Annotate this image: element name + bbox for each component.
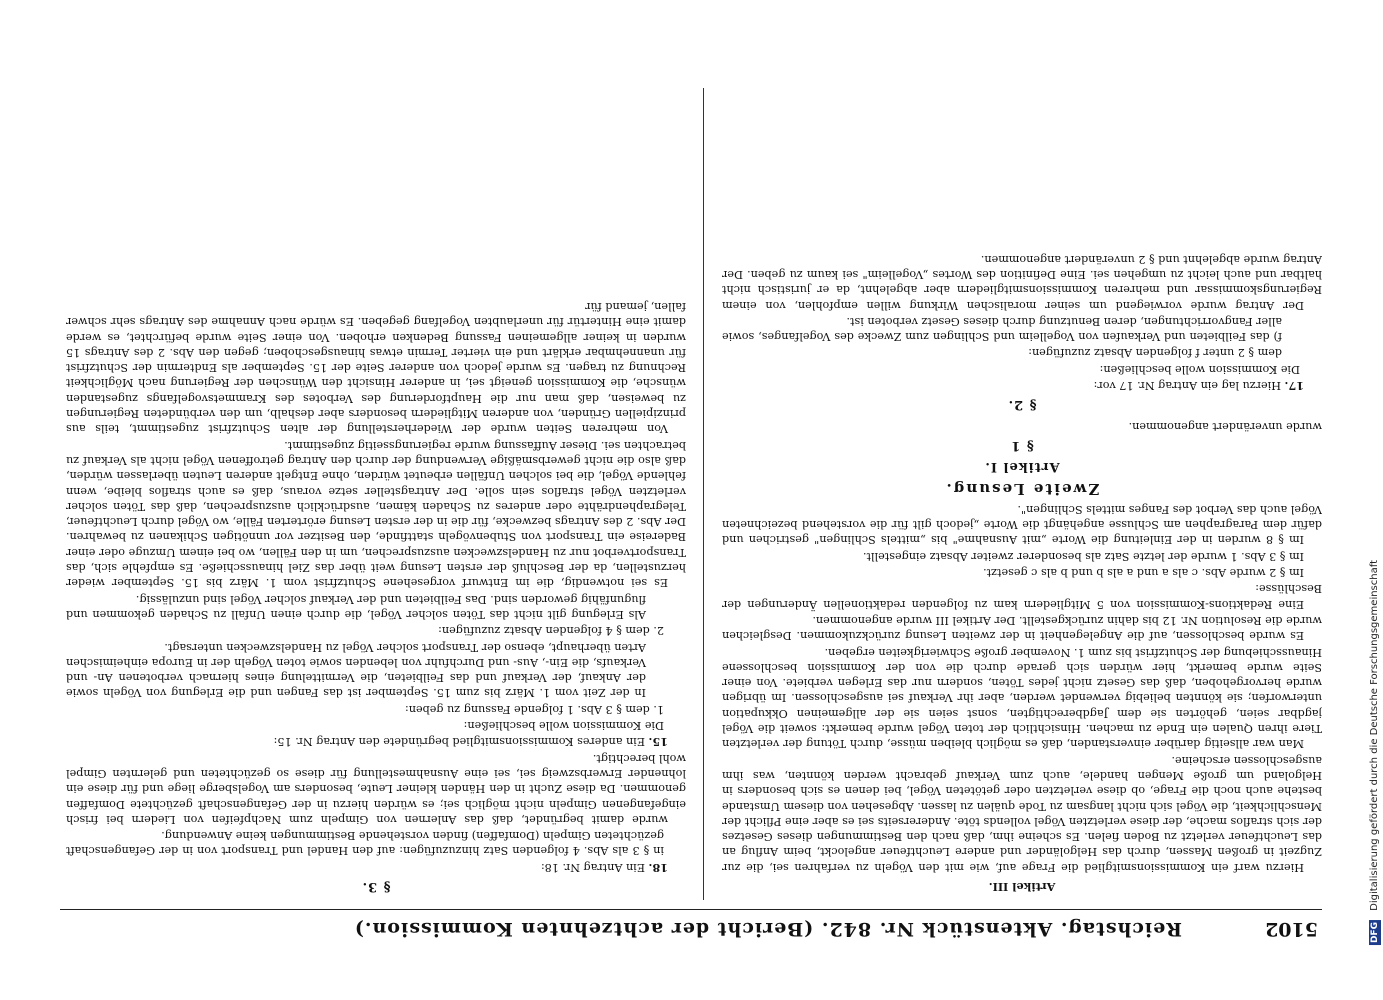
body-paragraph: Der Antrag wurde vorwiegend um seiner moralischen Wirkung willen empfohlen, von einem Regierungskommissar und mehreren Kommissionsmitgliedern aber abgelehnt, da er juristisch nicht haltbar und auch leicht zu umgehen sei. Eine Definition des Wortes „Vogelleim" sei kaum zu geben. Der Antrag wurde abgelehnt und § 2 unverändert angenommen. (722, 252, 1322, 312)
body-paragraph: Hierzu warf ein Kommissionsmitglied die Frage auf, wie mit den Vögeln zu verfahren sei, die zur Zugzeit in großen Massen, durch das Helgoländer und andere Leuchtfeuer angelockt, beim Anflug an das Leuchtfeuer verletzt zu Boden fielen. Es scheine ihm, daß nach den Bestimmungen dieses Gesetzes der sich straflos mache, der diese verletzten Vögel vollends töte. Andererseits sei es aber eine Pflicht der Menschlichkeit, die Vögel sich nicht langsam zu Tode quälen zu lassen. Abgesehen von diesem Umstande bestehe auch noch die Frage, ob diese verletzten oder getöteten Vögel, bei denen es sich besonders in Helgoland um große Mengen handele, auch zum Verkauf gebracht werden könnten, was ihm ausgeschlossen erscheine. (722, 753, 1322, 874)
section-heading: Artikel III. (988, 880, 1056, 894)
motion-subitem: dem § 2 unter f folgenden Absatz zuzufügen: (1028, 346, 1282, 360)
motion-subitem: In der Zeit vom 1. März bis zum 15. September ist das Fangen und die Erlegung von Vögeln sowie der Ankauf, der Verkauf und das Feilbieten, die Vermittelung eines hiernach verbotenen An- und Verkaufs, die Ein-, Aus- und Durchfuhr von lebenden sowie toten Vögeln der in Europa einheimischen Arten überhaupt, ebenso der Transport solcher Vögel zu Handelszwecken untersagt. (66, 640, 646, 700)
motion-item: 2. dem § 4 folgenden Absatz zuzufügen: (438, 624, 664, 638)
running-title: Reichstag. Aktenstück Nr. 842. (Bericht der achtzehnten Kommission.) (353, 918, 1182, 940)
paragraph-heading: § 2. (1007, 397, 1037, 413)
body-paragraph: Im § 3 Abs. 1 wurde der letzte Satz als besonderer zweiter Absatz eingestellt. (862, 549, 1304, 563)
body-paragraph: Es sei notwendig, die im Entwurf vorgesehene Schutzfrist vom 1. März bis 15. September wieder herzustellen, da der Beschluß der ersten Lesung weit über das Ziel hinausschieße. Es empfehle sich, das Transportverbot nur zu Handelszwecken auszusprechen, um in den Fällen, wo bei einem Umzuge oder einer Badereise ein Transport von Stubenvögeln stattfinde, den Besitzer vor unnötigen Schikanen zu bewahren. Der Abs. 2 des Antrags bezwecke, für die in der ersten Lesung erörterten Fälle, wo Vögel durch Leuchtfeuer, Telegraphendrähte oder anderes zu Schaden kämen, ausdrücklich auszusprechen, daß das Töten solcher verletzten Vögel straflos sein solle. Der Antragsteller setze voraus, daß es auch straflos bleibe, wenn fehlende Vögel, die bei solchen Unfällen erbeutet würden, ohne Entgelt anderen Leuten überlassen würden, daß also die nicht gewerbsmäßige Verwendung der durch den Antrag getroffenen Vögel nicht als Verkauf zu betrachten sei. Dieser Auffassung wurde regierungsseitig zugestimmt. (66, 438, 686, 590)
body-paragraph: wurde damit begründet, daß das Anlernen von Gimpeln zum Nachpfeifen von Liedern bei frisch eingefangenen Gimpeln nicht möglich sei; es würden hierzu in der Gefangenschaft gezüchtete Domfaffen genommen. Da diese Zucht in den Händen kleiner Leute, besonders am Vogelsberge liege und für diese ein lohnender Erwerbszweig sei, sei eine Ausnahmestellung für diese so gezüchteten und gelernten Gimpel wohl berechtigt. (66, 751, 686, 826)
motion-item: 1. dem § 3 Abs. 1 folgende Fassung zu geben: (404, 702, 664, 716)
dfg-logo: DFG (1370, 922, 1380, 944)
running-header (60, 909, 1322, 946)
body-paragraph: Eine Redaktions-Kommission von 5 Mitgliedern kam zu folgenden redaktionellen Änderungen der Beschlüsse: (722, 582, 1322, 611)
page-number: 5102 (1265, 918, 1318, 940)
motion-item: in § 3 als Abs. 4 folgenden Satz hinzuzufügen: auf den Handel und Transport von in der Gefangenschaft gezüchteten Gimpeln (Domfaffen) finden vorstehende Bestimmungen keine Anwendung. (66, 829, 664, 858)
numbered-motion (66, 859, 686, 874)
motion-item: Die Kommission wolle beschließen: (463, 719, 664, 733)
paragraph-heading: § 1 (1010, 437, 1034, 453)
body-paragraph: Im § 8 wurden in der Einleitung die Worte „mit Ausnahme" bis „mittels Schlingen" gestrichen und dafür dem Paragraphen am Schlusse angehängt die Worte „jedoch gilt für die vorstehend bezeichneten Vögel auch das Verbot des Fanges mittels Schlingen". (722, 502, 1322, 547)
motion-number: 17. (1284, 379, 1304, 394)
motion-number: 18. (648, 860, 668, 875)
numbered-motion (722, 378, 1322, 393)
body-paragraph: Es wurde beschlossen, auf die Angelegenheit in der zweiten Lesung zurückzukommen. Desgleichen wurde die Resolution Nr. 12 bis dahin zurückgestellt. Der Artikel III wurde angenommen. (722, 613, 1322, 643)
reading-heading: Zweite Lesung. (944, 479, 1100, 498)
paragraph-heading: Artikel I. (984, 459, 1060, 475)
text-line: wurde unverändert angenommen. (1128, 419, 1322, 433)
body-paragraph: Man war allseitig darüber einverstanden, daß es möglich bleiben müsse, durch Tötung der verletzten Tiere ihren Qualen ein Ende zu machen. Hinsichtlich der toten Vögel wurde bemerkt: soweit die Vögel jagdbar seien, gehörten sie dem Jagdberechtigten, sonst seien sie der allgemeinen Okkupation unterworfen; sie könnten beliebig verwendet werden, aber ihr Verkauf sei ausgeschlossen. Im übrigen wurde hervorgehoben, daß das Gesetz nicht jedes Töten, sondern nur das Erlegen verbiete. Von einer Seite wurde bemerkt, hier würden sich gerade durch die von der Kommission beschlossene Hinausschiebung der Schutzfrist bis zum 1. November große Schwierigkeiten ergeben. (722, 645, 1322, 751)
right-column (66, 88, 686, 900)
motion-subitem: Als Erlegung gilt nicht das Töten solcher Vögel, die durch einen Unfall zu Schaden gekommen und flugunfähig geworden sind. Das Feilbieten und der Verkauf solcher Vögel sind unzulässig. (66, 592, 646, 621)
numbered-motion (66, 734, 686, 749)
motion-text: Ein anderes Kommissionsmitglied begründete den Antrag Nr. 15: (273, 735, 645, 749)
motion-item: Die Kommission wolle beschließen: (1099, 362, 1300, 376)
funding-text: Digitalisierung gefördert durch die Deutsche Forschungsgemeinschaft (1369, 560, 1380, 911)
left-column (722, 88, 1322, 900)
body-paragraph: Im § 2 wurde Abs. c als a und a als b und b als c gesetzt. (983, 566, 1304, 580)
funding-note (1369, 560, 1381, 945)
motion-text: Ein Antrag Nr. 18: (540, 860, 645, 874)
motion-number: 15. (648, 735, 668, 750)
body-paragraph: Von mehreren Seiten wurde der Wiederherstellung der alten Schutzfrist zugestimmt, teils aus prinzipiellen Gründen, von anderen Mitgliedern besonders aber deshalb, um den verbündeten Regierungen zu beweisen, daß man nur die Hauptforderung des Verbotes des Krammetsvogelfangs zugestanden wünsche, die Kommission geneigt sei, in anderer Hinsicht den Wünschen der Regierung nach Möglichkeit Rechnung zu tragen. Es wurde jedoch von anderer Seite der 15. September als Endtermin der Schutzfrist für unannehmbar erklärt und ein vierter Termin etwas hinausgeschoben; gegen den Abs. 2 des Antrags 15 wurden in keiner allgemeinen Fassung Bedenken erhoben. Von einer Seite wurde befürchtet, es werde damit eine Hintertür für unerlaubten Vogelfang gegeben. Es würde nach Annahme des Antrags sehr schwer fallen, jemand für (66, 300, 686, 436)
column-divider (703, 88, 704, 900)
paragraph-heading: § 3. (361, 879, 391, 894)
scanned-page (60, 78, 1322, 946)
motion-text: Hierzu lag ein Antrag Nr. 17 vor: (1093, 379, 1281, 393)
motion-subitem: f) das Feilbieten und Verkaufen von Vogelleim und Schlingen zum Zwecke des Vogelfanges, sowie aller Fangvorrichtungen, deren Benutzung durch dieses Gesetz verboten ist. (722, 314, 1282, 344)
